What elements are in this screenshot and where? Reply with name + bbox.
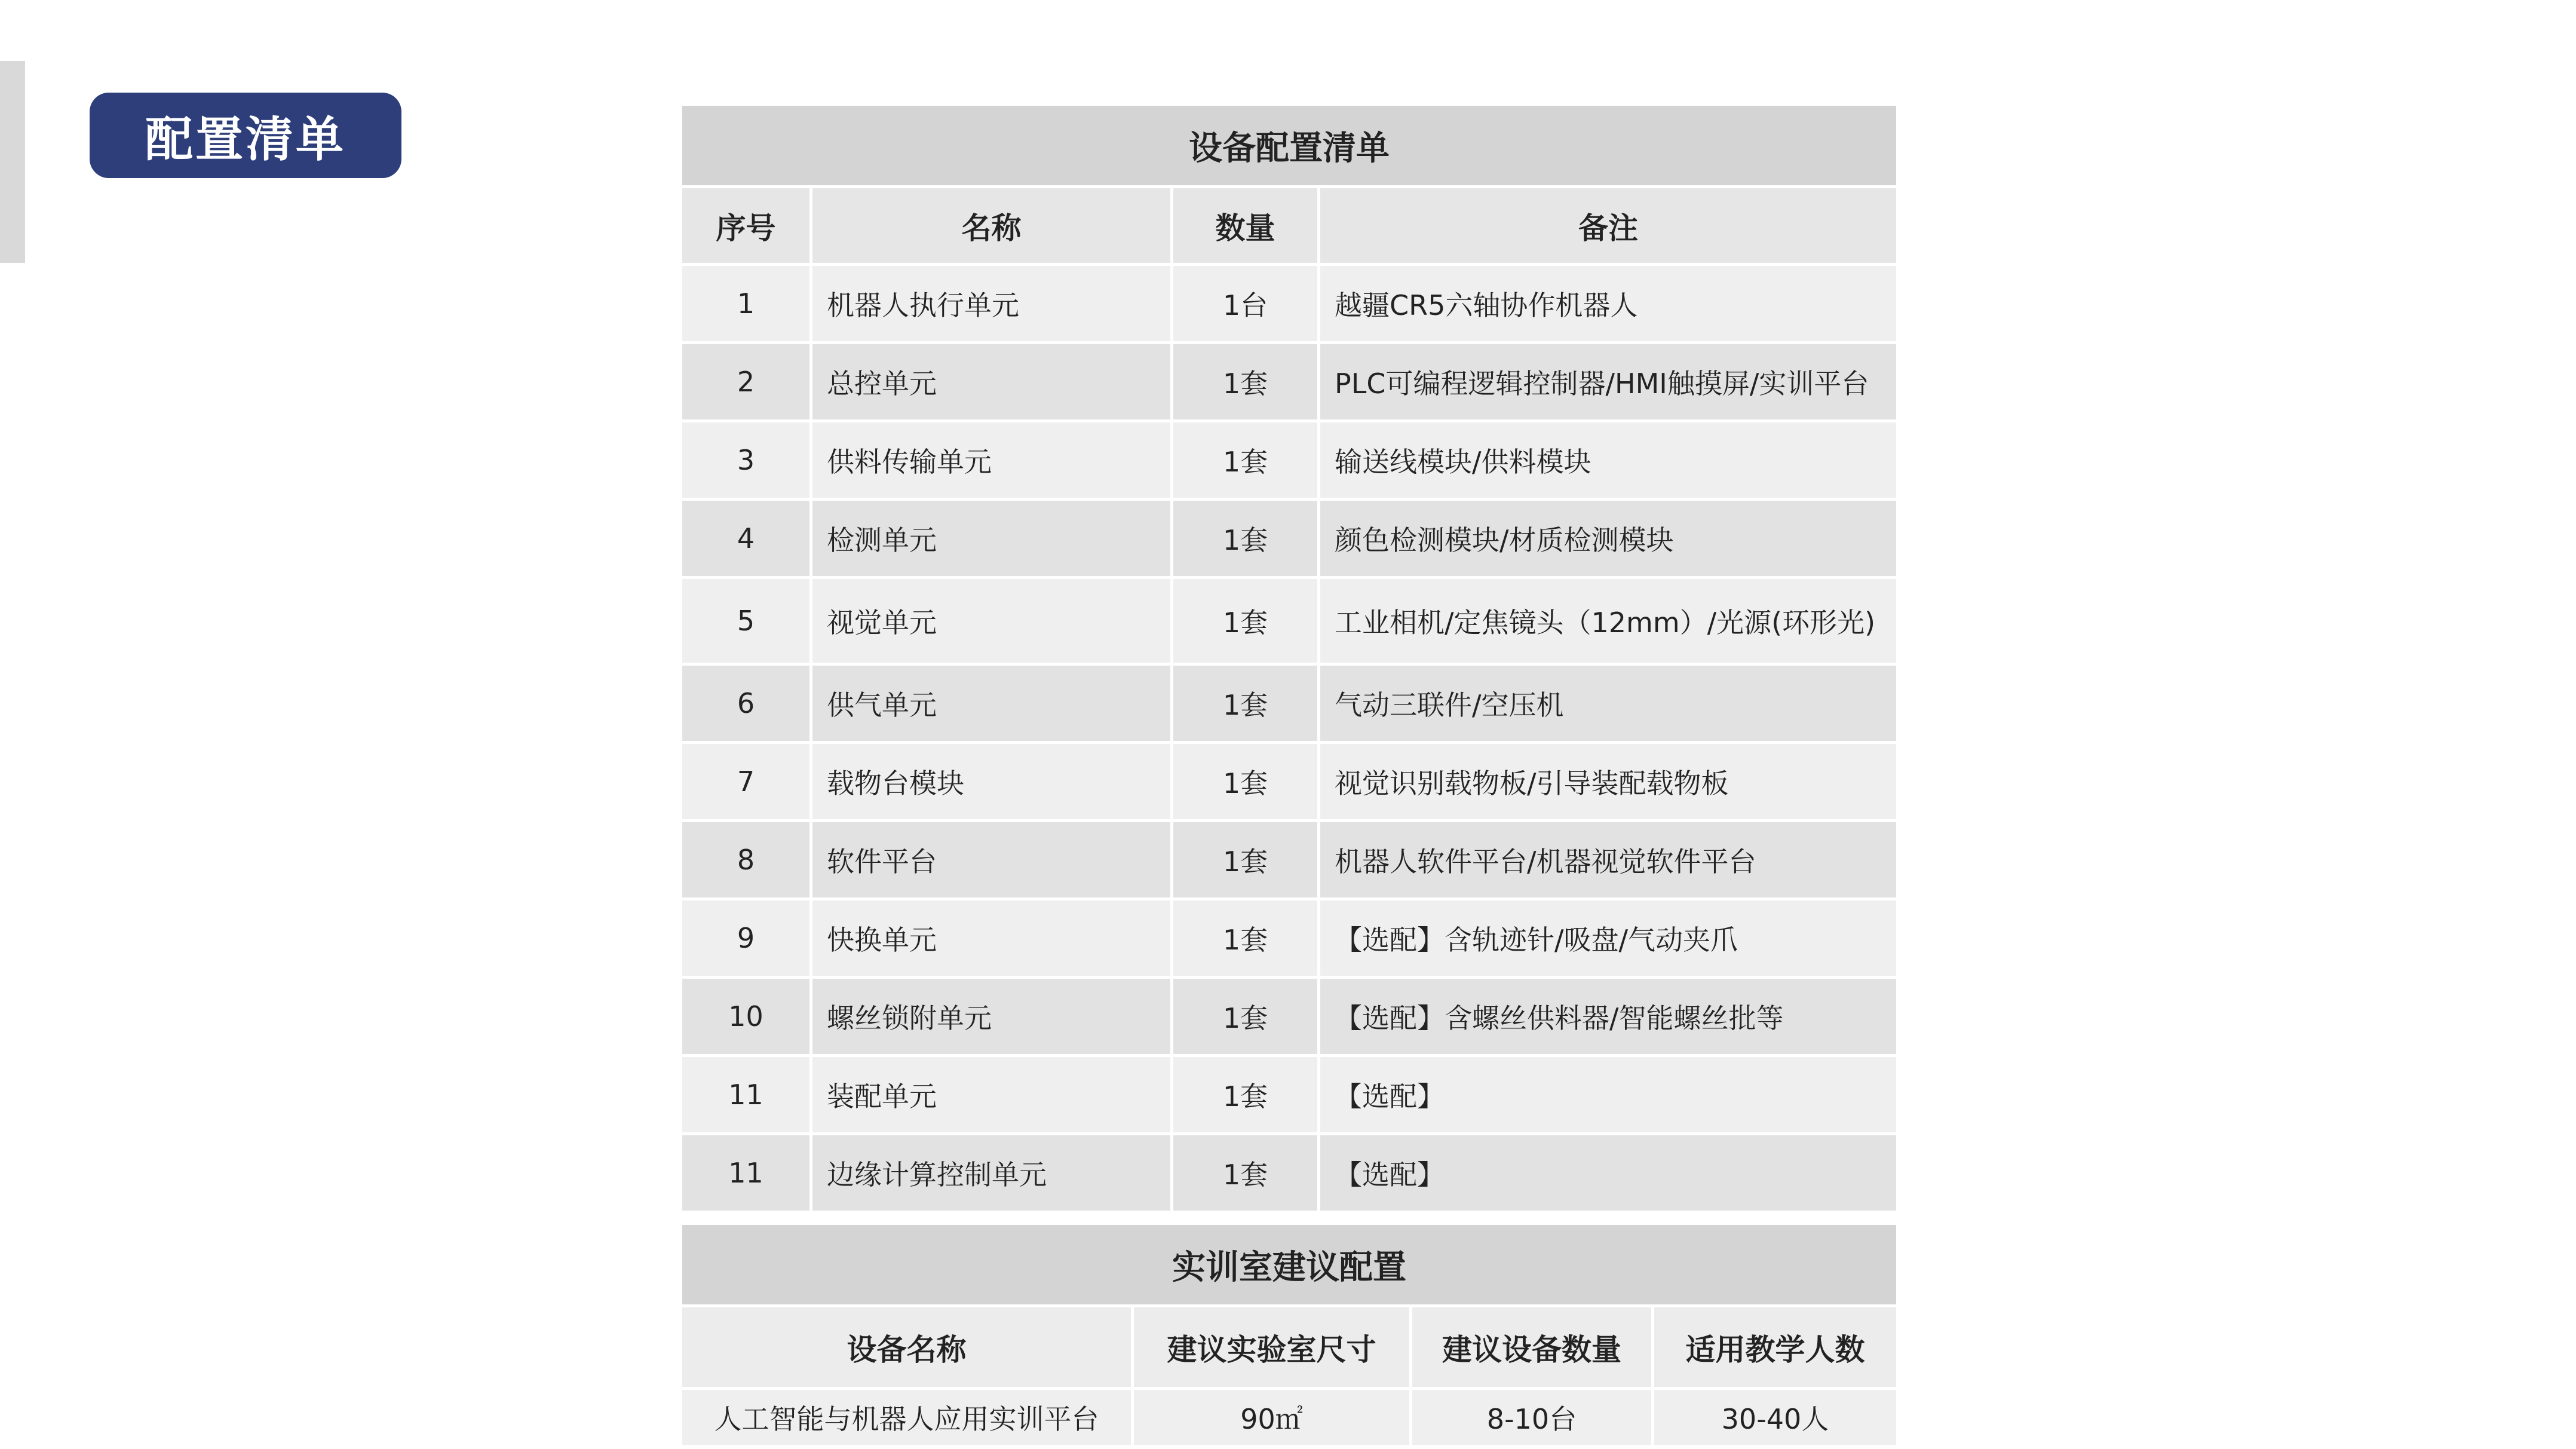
- row-quantity: 1套: [1172, 343, 1319, 421]
- header-device-name: 设备名称: [681, 1306, 1133, 1389]
- row-notes: 机器人软件平台/机器视觉软件平台: [1319, 821, 1898, 899]
- lab-room-size: 90㎡: [1133, 1389, 1411, 1447]
- table-row: [681, 1056, 1898, 1134]
- table-row: [681, 500, 1898, 578]
- table-row: [681, 578, 1898, 664]
- row-notes: 【选配】含轨迹针/吸盘/气动夹爪: [1319, 899, 1898, 978]
- row-name: 软件平台: [811, 821, 1172, 899]
- row-quantity: 1套: [1172, 664, 1319, 743]
- row-index: 9: [681, 899, 811, 978]
- table-row: [681, 978, 1898, 1056]
- row-index: 6: [681, 664, 811, 743]
- row-index: 1: [681, 265, 811, 343]
- table-row: [681, 343, 1898, 421]
- row-name: 视觉单元: [811, 578, 1172, 664]
- row-index: 3: [681, 421, 811, 500]
- row-index: 11: [681, 1134, 811, 1212]
- row-name: 供料传输单元: [811, 421, 1172, 500]
- row-quantity: 1套: [1172, 899, 1319, 978]
- page-title: 配置清单: [145, 112, 346, 167]
- table-row: [681, 899, 1898, 978]
- row-quantity: 1套: [1172, 578, 1319, 664]
- header-room-size: 建议实验室尺寸: [1133, 1306, 1411, 1389]
- row-notes: 【选配】: [1319, 1134, 1898, 1212]
- left-accent-bar: [0, 61, 25, 263]
- row-index: 10: [681, 978, 811, 1056]
- lab-config-header-row: [681, 1306, 1898, 1389]
- page-title-badge: [90, 93, 401, 178]
- row-index: 5: [681, 578, 811, 664]
- row-notes: 颜色检测模块/材质检测模块: [1319, 500, 1898, 578]
- row-name: 螺丝锁附单元: [811, 978, 1172, 1056]
- row-name: 总控单元: [811, 343, 1172, 421]
- header-quantity: 数量: [1172, 187, 1319, 265]
- row-name: 装配单元: [811, 1056, 1172, 1134]
- row-name: 快换单元: [811, 899, 1172, 978]
- table-row: [681, 664, 1898, 743]
- row-notes: 输送线模块/供料模块: [1319, 421, 1898, 500]
- table-row: [681, 1389, 1898, 1447]
- row-notes: 工业相机/定焦镜头（12mm）/光源(环形光): [1319, 578, 1898, 664]
- header-notes: 备注: [1319, 187, 1898, 265]
- row-name: 检测单元: [811, 500, 1172, 578]
- row-quantity: 1套: [1172, 743, 1319, 821]
- row-quantity: 1套: [1172, 421, 1319, 500]
- row-notes: 视觉识别载物板/引导装配载物板: [1319, 743, 1898, 821]
- equipment-list-table: [679, 103, 1899, 1214]
- row-quantity: 1套: [1172, 1056, 1319, 1134]
- row-name: 供气单元: [811, 664, 1172, 743]
- row-index: 7: [681, 743, 811, 821]
- tables-container: [679, 103, 1896, 1448]
- lab-students: 30-40人: [1653, 1389, 1898, 1447]
- row-name: 机器人执行单元: [811, 265, 1172, 343]
- header-name: 名称: [811, 187, 1172, 265]
- table-row: [681, 1134, 1898, 1212]
- table-row: [681, 265, 1898, 343]
- row-index: 11: [681, 1056, 811, 1134]
- row-index: 2: [681, 343, 811, 421]
- header-device-count: 建议设备数量: [1411, 1306, 1653, 1389]
- row-quantity: 1台: [1172, 265, 1319, 343]
- equipment-list-header-row: [681, 187, 1898, 265]
- row-name: 载物台模块: [811, 743, 1172, 821]
- row-quantity: 1套: [1172, 500, 1319, 578]
- row-notes: 【选配】: [1319, 1056, 1898, 1134]
- row-index: 8: [681, 821, 811, 899]
- row-notes: PLC可编程逻辑控制器/HMI触摸屏/实训平台: [1319, 343, 1898, 421]
- row-index: 4: [681, 500, 811, 578]
- table-row: [681, 743, 1898, 821]
- equipment-list-title: 设备配置清单: [681, 105, 1898, 187]
- row-quantity: 1套: [1172, 821, 1319, 899]
- lab-device-name: 人工智能与机器人应用实训平台: [681, 1389, 1133, 1447]
- row-quantity: 1套: [1172, 1134, 1319, 1212]
- table-row: [681, 821, 1898, 899]
- lab-config-table: [679, 1222, 1899, 1448]
- row-notes: 越疆CR5六轴协作机器人: [1319, 265, 1898, 343]
- row-name: 边缘计算控制单元: [811, 1134, 1172, 1212]
- row-quantity: 1套: [1172, 978, 1319, 1056]
- header-students: 适用教学人数: [1653, 1306, 1898, 1389]
- header-index: 序号: [681, 187, 811, 265]
- table-row: [681, 421, 1898, 500]
- row-notes: 【选配】含螺丝供料器/智能螺丝批等: [1319, 978, 1898, 1056]
- lab-config-title: 实训室建议配置: [681, 1224, 1898, 1306]
- lab-device-count: 8-10台: [1411, 1389, 1653, 1447]
- row-notes: 气动三联件/空压机: [1319, 664, 1898, 743]
